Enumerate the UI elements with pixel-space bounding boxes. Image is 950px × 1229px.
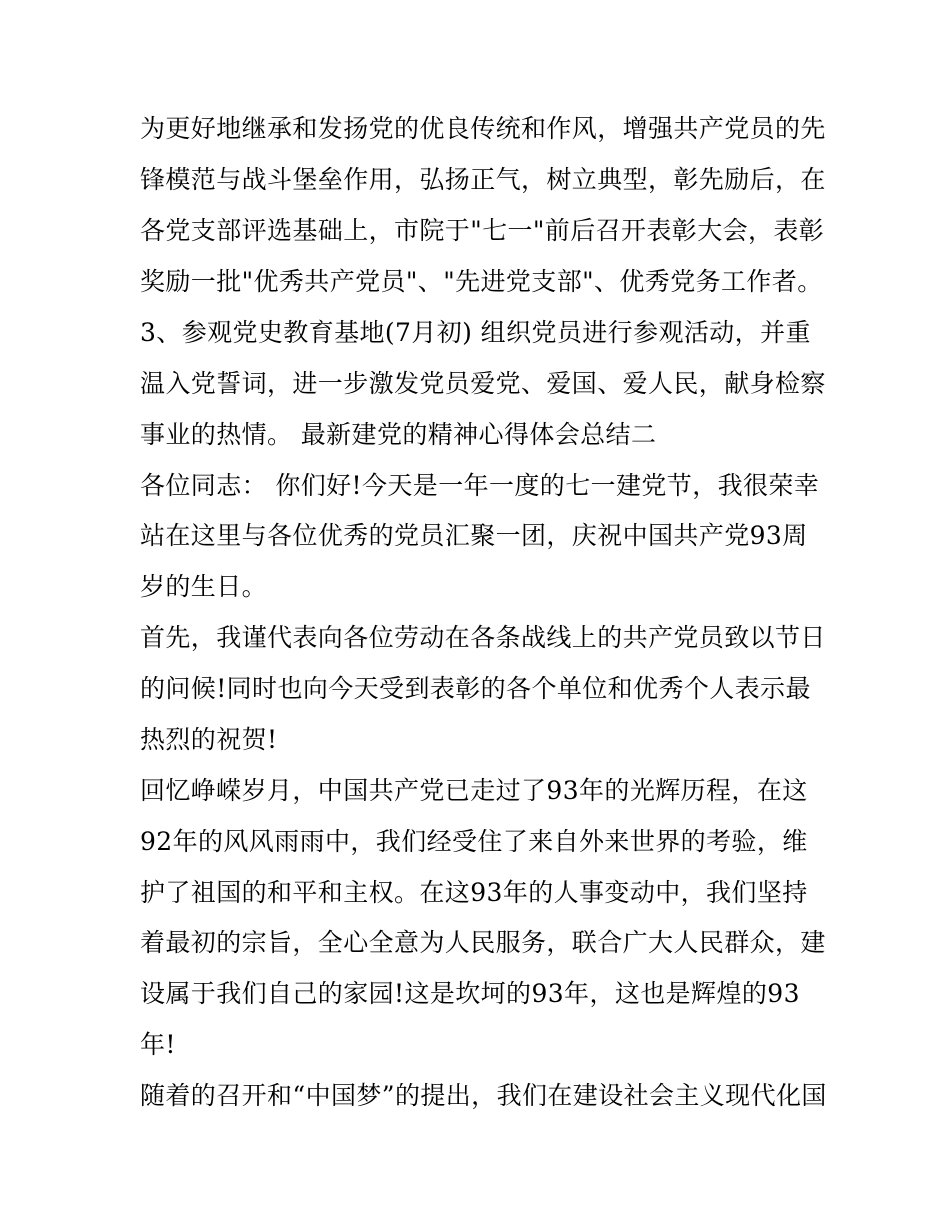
text-line: 温入党誓词，进一步激发党员爱党、爱国、爱人民，献身检察 [140, 369, 826, 398]
text-line: 护了祖国的和平和主权。在这93年的人事变动中，我们坚持 [140, 878, 808, 907]
text-line: 设属于我们自己的家园!这是坎坷的93年，这也是辉煌的93 [140, 979, 800, 1008]
text-line: 为更好地继承和发扬党的优良传统和作风，增强共产党员的先 [140, 114, 826, 143]
text-line: 着最初的宗旨，全心全意为人民服务，联合广大人民群众，建 [140, 928, 826, 957]
text-line: 各党支部评选基础上，市院于"七一"前后召开表彰大会，表彰 [140, 216, 825, 245]
text-line: 回忆峥嵘岁月，中国共产党已走过了93年的光辉历程，在这 [140, 776, 808, 805]
text-line: 随着的召开和“中国梦”的提出，我们在建设社会主义现代化国 [140, 1081, 827, 1110]
text-line: 首先，我谨代表向各位劳动在各条战线上的共产党员致以节日 [140, 623, 826, 652]
text-line: 锋模范与战斗堡垒作用，弘扬正气，树立典型，彰先励后，在 [140, 165, 826, 194]
text-line: 的问候!同时也向今天受到表彰的各个单位和优秀个人表示最 [140, 674, 811, 703]
text-line: 岁的生日。 [140, 572, 268, 601]
text-line: 各位同志： 你们好!今天是一年一度的七一建党节，我很荣幸 [140, 471, 820, 500]
text-line: 事业的热情。 最新建党的精神心得体会总结二 [140, 420, 657, 449]
text-line: 92年的风风雨雨中，我们经受住了来自外来世界的考验，维 [140, 827, 808, 856]
text-line: 年! [140, 1030, 176, 1059]
text-line: 奖励一批"优秀共产党员"、"先进党支部"、优秀党务工作者。 [140, 267, 823, 296]
text-line: 站在这里与各位优秀的党员汇聚一团，庆祝中国共产党93周 [140, 521, 808, 550]
text-line: 3、参观党史教育基地(7月初) 组织党员进行参观活动，并重 [140, 318, 811, 347]
text-line: 热烈的祝贺! [140, 725, 278, 754]
